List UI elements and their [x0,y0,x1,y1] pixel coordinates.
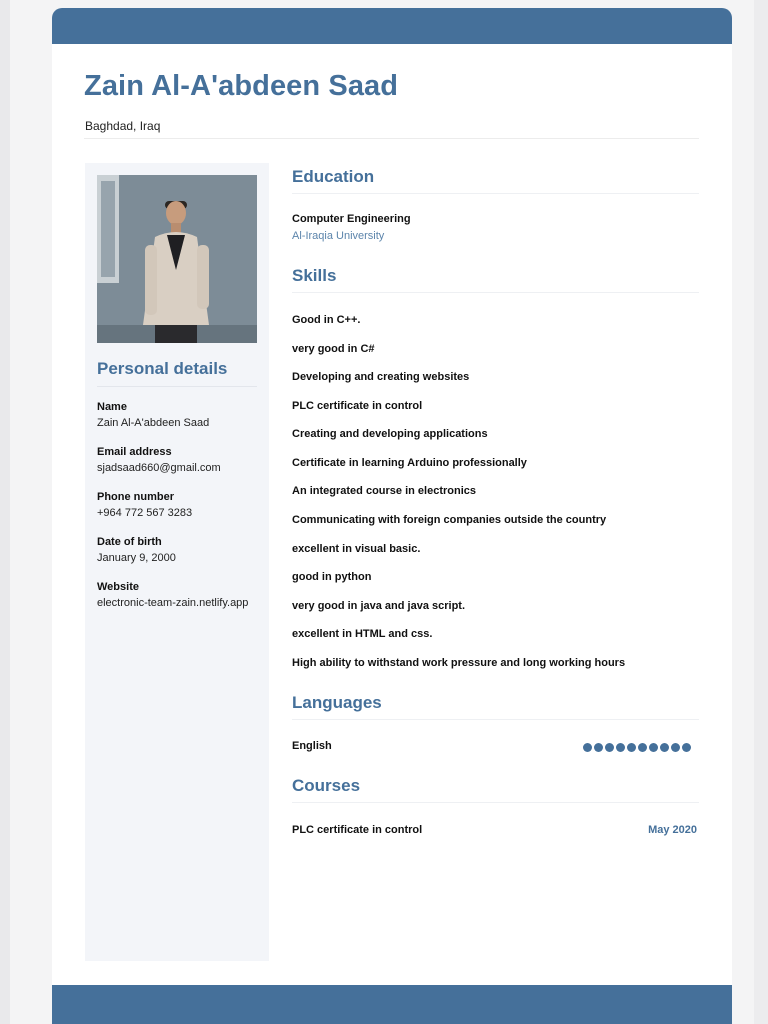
language-level-dot [605,743,614,752]
personal-details-heading: Personal details [97,359,228,378]
skill-item: PLC certificate in control [292,400,423,412]
phone-label: Phone number [97,491,175,503]
resume-location: Baghdad, Iraq [85,119,161,133]
education-divider [292,193,699,194]
skill-item: Good in C++. [292,314,361,326]
skill-item: excellent in visual basic. [292,543,421,555]
education-heading: Education [292,167,375,186]
course-name: PLC certificate in control [292,824,423,836]
profile-photo [97,175,257,343]
email-label: Email address [97,446,172,458]
skill-item: excellent in HTML and css. [292,628,433,640]
language-level-dot [638,743,647,752]
language-level-dot [616,743,625,752]
skills-heading: Skills [292,266,337,285]
name-value: Zain Al-A'abdeen Saad [97,417,210,429]
education-degree: Computer Engineering [292,213,411,225]
top-accent-bar [52,8,732,44]
skill-item: very good in java and java script. [292,600,466,612]
skill-item: An integrated course in electronics [292,485,476,497]
phone-value: +964 772 567 3283 [97,507,193,519]
courses-divider [292,802,699,803]
skill-item: very good in C# [292,343,375,355]
languages-heading: Languages [292,693,382,712]
language-level-dot [627,743,636,752]
language-level-dot [583,743,592,752]
email-value: sjadsaad660@gmail.com [97,462,221,474]
dob-value: January 9, 2000 [97,552,176,564]
language-level-dot [594,743,603,752]
language-level-dots [583,743,691,752]
skills-divider [292,292,699,293]
language-level-dot [660,743,669,752]
name-label: Name [97,401,127,413]
sidebar [85,163,269,961]
courses-heading: Courses [292,776,361,795]
website-link[interactable]: electronic-team-zain.netlify.app [97,597,249,609]
bottom-accent-bar [52,985,732,1024]
language-level-dot [671,743,680,752]
language-name: English [292,740,332,752]
left-margin [0,0,10,1024]
header-divider [84,138,699,139]
skill-item: High ability to withstand work pressure and long working hours [292,657,626,669]
language-level-dot [649,743,658,752]
personal-details-divider [97,386,257,387]
course-date: May 2020 [648,824,697,836]
skill-item: Communicating with foreign companies outside the country [292,514,607,526]
education-school: Al-Iraqia University [292,230,385,242]
resume-page [52,8,732,1024]
skill-item: Creating and developing applications [292,428,488,440]
skill-item: good in python [292,571,372,583]
right-margin [754,0,768,1024]
resume-name: Zain Al-A'abdeen Saad [84,70,399,102]
website-label: Website [97,581,139,593]
languages-divider [292,719,699,720]
language-level-dot [682,743,691,752]
skill-item: Certificate in learning Arduino professionally [292,457,527,469]
skill-item: Developing and creating websites [292,371,470,383]
dob-label: Date of birth [97,536,162,548]
